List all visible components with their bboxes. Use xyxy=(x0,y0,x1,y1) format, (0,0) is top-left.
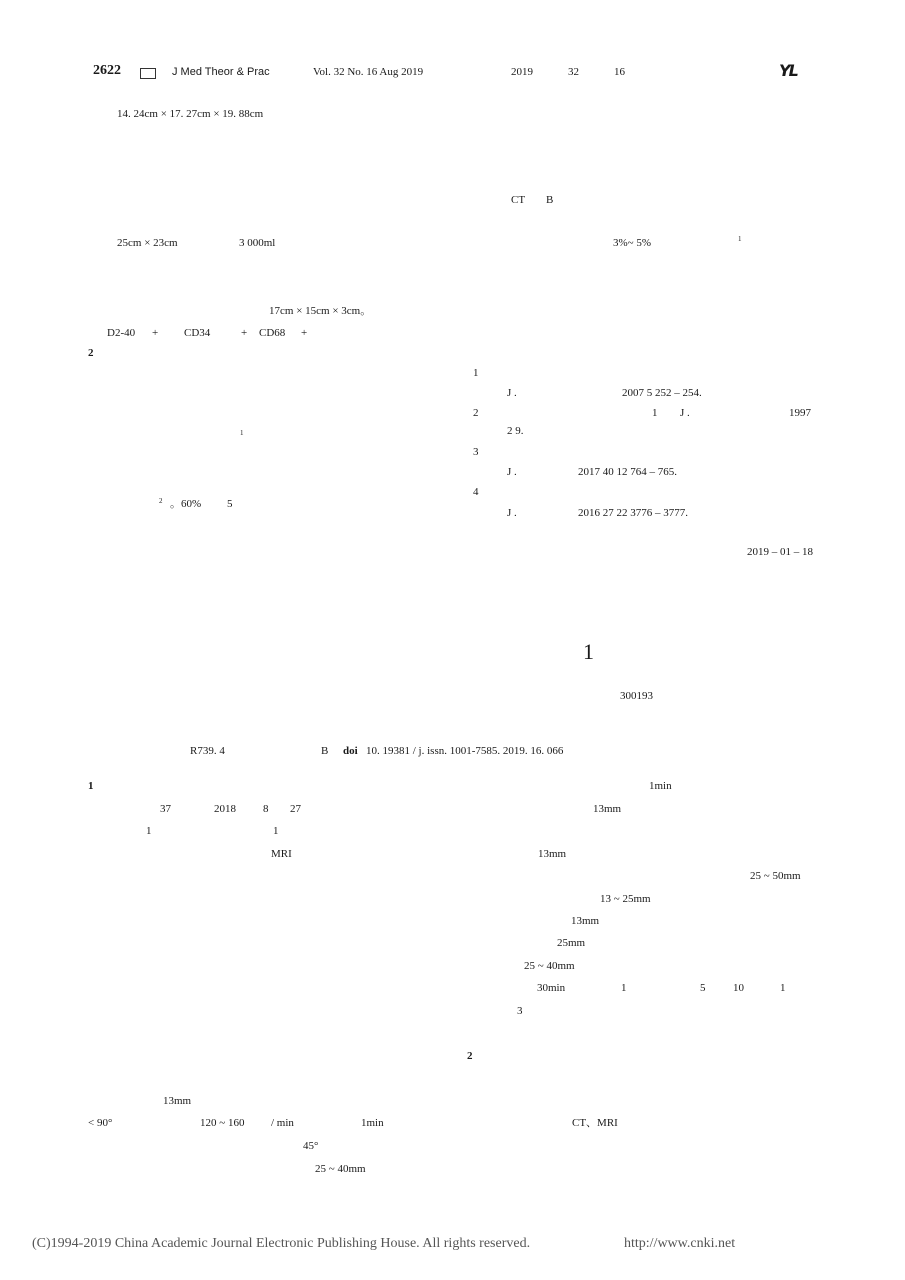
header-issue: 16 xyxy=(614,66,625,78)
mri-text: MRI xyxy=(271,848,292,860)
length-25-40-left: 25 ~ 40mm xyxy=(315,1163,366,1175)
volume-issue: Vol. 32 No. 16 Aug 2019 xyxy=(313,66,424,78)
count-3: 3 xyxy=(517,1005,523,1017)
doi-label: doi xyxy=(343,745,358,757)
plus-2: + xyxy=(241,327,248,339)
ref-4-number: 4 xyxy=(473,486,479,498)
ct-mri: CT、MRI xyxy=(572,1117,618,1129)
superscript-1: 1 xyxy=(240,429,244,437)
clc-number: R739. 4 xyxy=(190,745,225,757)
length-13mm-c: 13mm xyxy=(571,915,600,927)
one-minute-left: 1min xyxy=(361,1117,384,1129)
count-1: 1 xyxy=(621,982,627,994)
page-number: 2622 xyxy=(93,63,121,78)
length-13mm-left: 13mm xyxy=(163,1095,192,1107)
time-30min: 30min xyxy=(537,982,566,994)
tumor-size: 14. 24cm × 17. 27cm × 19. 88cm xyxy=(117,108,264,120)
length-13mm-b: 13mm xyxy=(538,848,567,860)
count-10: 10 xyxy=(733,982,744,994)
ref-2-meta: 2 9. xyxy=(507,425,524,437)
one-b: 1 xyxy=(273,825,279,837)
header-volume: 32 xyxy=(568,66,579,78)
five-years: 5 xyxy=(227,498,233,510)
received-date: 2019 – 01 – 18 xyxy=(747,546,813,558)
angle-90: < 90° xyxy=(88,1117,113,1129)
count-1b: 1 xyxy=(780,982,786,994)
rate-range: 120 ~ 160 xyxy=(200,1117,245,1129)
article-title-number: 1 xyxy=(583,639,594,664)
ref-4-meta: 2016 27 22 3776 – 3777. xyxy=(578,507,688,519)
admit-day: 27 xyxy=(290,803,301,815)
cnki-url[interactable]: http://www.cnki.net xyxy=(624,1236,736,1251)
length-25-40-right: 25 ~ 40mm xyxy=(524,960,575,972)
one-minute-right: 1min xyxy=(649,780,672,792)
blood-volume-size: 25cm × 23cm xyxy=(117,237,178,249)
journal-box-icon xyxy=(140,68,156,79)
doi-value: 10. 19381 / j. issn. 1001-7585. 2019. 16. 066 xyxy=(366,745,564,757)
admit-year: 2018 xyxy=(214,803,236,815)
length-25mm: 25mm xyxy=(557,937,586,949)
percent-range: 3%~ 5% xyxy=(613,237,652,249)
journal-logo: YL xyxy=(779,61,797,80)
ref-1-meta: 2007 5 252 – 254. xyxy=(622,387,702,399)
b-ultrasound: B xyxy=(546,194,554,206)
count-5: 5 xyxy=(700,982,706,994)
header-year: 2019 xyxy=(511,66,533,78)
angle-45: 45° xyxy=(303,1140,319,1152)
section-2-heading: 2 xyxy=(88,347,94,359)
ref-2-year: 1997 xyxy=(789,407,811,419)
ref-1-journal: J . xyxy=(507,387,517,399)
superscript-2: 2 xyxy=(159,497,163,505)
plus-1: + xyxy=(152,327,159,339)
ref-2-number: 2 xyxy=(473,407,479,419)
blood-ml: 3 000ml xyxy=(239,237,276,249)
journal-abbrev: J Med Theor & Prac xyxy=(172,66,270,78)
ref-3-number: 3 xyxy=(473,446,479,458)
specimen-size: 17cm × 15cm × 3cm。 xyxy=(269,305,372,317)
ref-3-journal: J . xyxy=(507,466,517,478)
length-25-50: 25 ~ 50mm xyxy=(750,870,801,882)
section-2-body-heading: 2 xyxy=(467,1050,473,1062)
length-13-25: 13 ~ 25mm xyxy=(600,893,651,905)
copyright-notice: (C)1994-2019 China Academic Journal Electronic Publishing House. All rights reserved. xyxy=(32,1236,531,1251)
plus-3: + xyxy=(301,327,308,339)
ct-text: CT xyxy=(511,194,526,206)
length-13mm-a: 13mm xyxy=(593,803,622,815)
postcode: 300193 xyxy=(620,690,653,702)
ref-2-edition: 1 xyxy=(652,407,658,419)
superscript-top: 1 xyxy=(738,235,742,243)
ihc-cd34: CD34 xyxy=(184,327,211,339)
ihc-cd68: CD68 xyxy=(259,327,286,339)
ref-4-journal: J . xyxy=(507,507,517,519)
section-1-heading: 1 xyxy=(88,780,94,792)
ref-2-journal: J . xyxy=(680,407,690,419)
ihc-d240: D2-40 xyxy=(107,327,136,339)
document-code: B xyxy=(321,745,329,757)
admit-month: 8 xyxy=(263,803,269,815)
ref-3-meta: 2017 40 12 764 – 765. xyxy=(578,466,677,478)
one-a: 1 xyxy=(146,825,152,837)
ref-1-number: 1 xyxy=(473,367,479,379)
patient-age: 37 xyxy=(160,803,171,815)
percent-60: 。60% xyxy=(170,498,202,510)
per-minute: / min xyxy=(271,1117,294,1129)
